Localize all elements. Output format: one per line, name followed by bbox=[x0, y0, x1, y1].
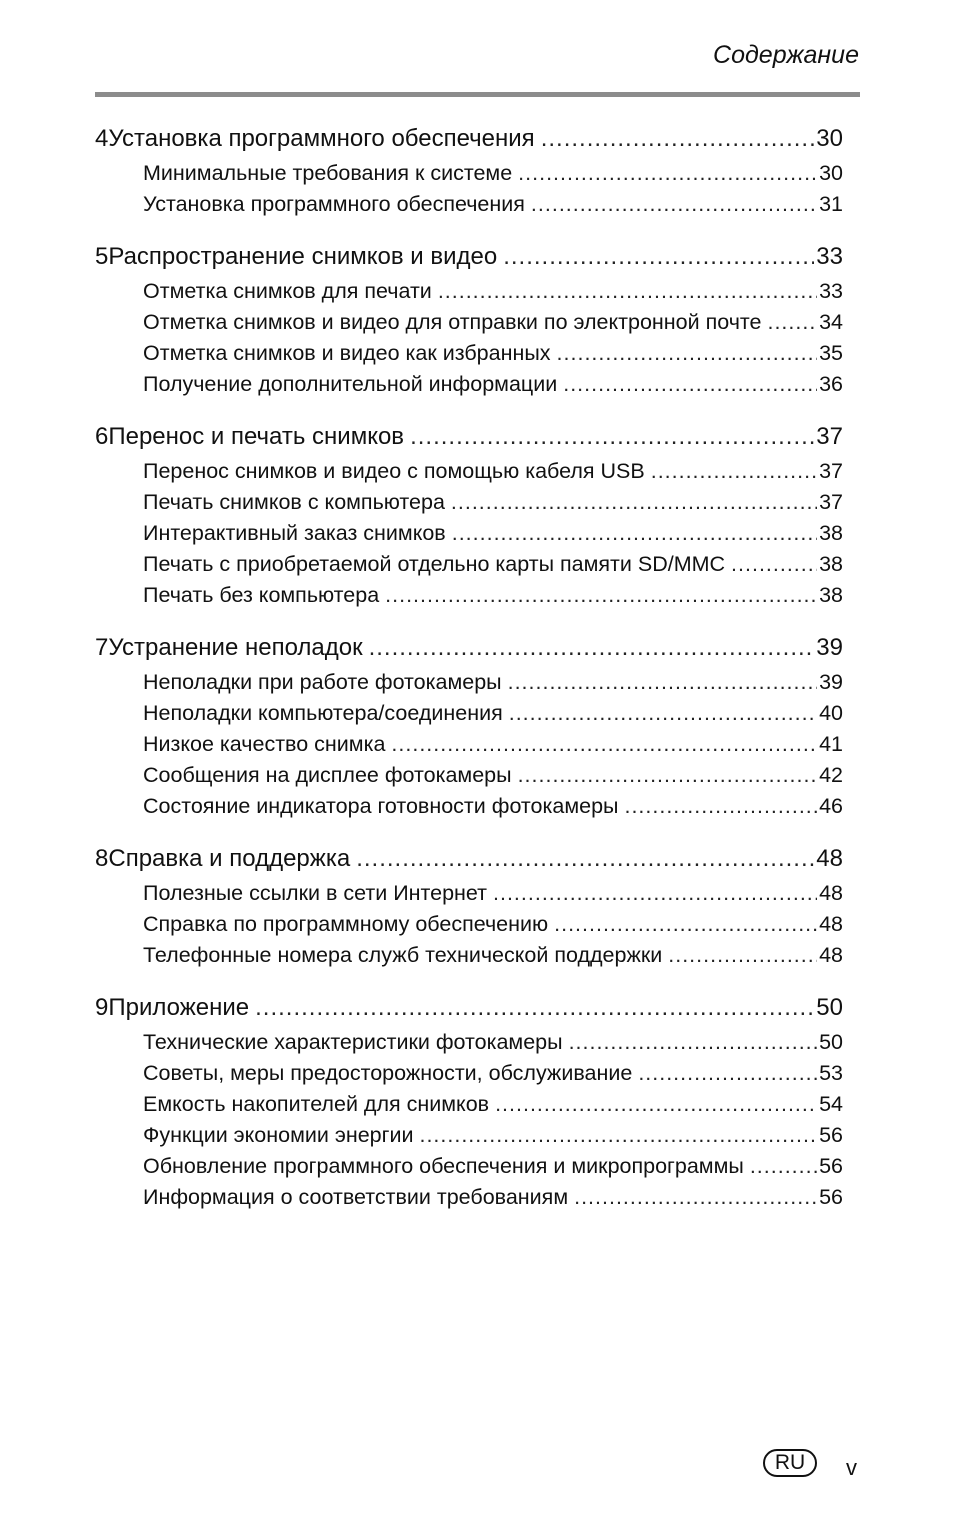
dot-leader bbox=[731, 552, 817, 577]
toc-page-number: 38 bbox=[819, 552, 843, 576]
toc-section-title: Емкость накопителей для снимков bbox=[143, 1092, 490, 1116]
toc-page-number: 48 bbox=[819, 943, 843, 967]
dot-leader bbox=[493, 881, 817, 906]
toc-page-number: 46 bbox=[819, 794, 843, 818]
toc-page-number: 56 bbox=[819, 1185, 843, 1209]
dot-leader bbox=[509, 701, 817, 726]
toc-section-entry[interactable] bbox=[95, 372, 843, 403]
dot-leader bbox=[638, 1061, 817, 1086]
page-number: v bbox=[846, 1455, 857, 1480]
toc-section-entry[interactable] bbox=[95, 1092, 843, 1123]
toc-section-title: Советы, меры предосторожности, обслуживание bbox=[143, 1061, 633, 1085]
toc-section-title: Обновление программного обеспечения и микропрограммы bbox=[143, 1154, 744, 1178]
toc-page-number: 56 bbox=[819, 1154, 843, 1178]
toc-section-title: Сообщения на дисплее фотокамеры bbox=[143, 763, 512, 787]
dot-leader bbox=[531, 192, 817, 217]
dot-leader bbox=[385, 583, 817, 608]
toc-section-title: Информация о соответствии требованиям bbox=[143, 1185, 569, 1209]
toc-section-entry[interactable] bbox=[95, 490, 843, 521]
toc-chapter-title: Приложение bbox=[108, 994, 250, 1021]
toc-page-number: 48 bbox=[816, 845, 843, 872]
toc-chapter-number: 6 bbox=[95, 423, 109, 450]
toc-page-number: 39 bbox=[819, 670, 843, 694]
toc-page-number: 30 bbox=[819, 161, 843, 185]
toc-chapter bbox=[95, 845, 843, 974]
toc-chapter-entry[interactable] bbox=[95, 125, 843, 161]
toc-page-number: 37 bbox=[819, 459, 843, 483]
toc-section-entry[interactable] bbox=[95, 552, 843, 583]
toc-page-number: 53 bbox=[819, 1061, 843, 1085]
toc-chapter-entry[interactable] bbox=[95, 243, 843, 279]
toc-page-number: 50 bbox=[819, 1030, 843, 1054]
toc-section-entry[interactable] bbox=[95, 912, 843, 943]
toc-page-number: 56 bbox=[819, 1123, 843, 1147]
dot-leader bbox=[554, 912, 817, 937]
dot-leader bbox=[574, 1185, 817, 1210]
dot-leader bbox=[651, 459, 817, 484]
toc-section-entry[interactable] bbox=[95, 1123, 843, 1154]
toc-section-title: Низкое качество снимка bbox=[143, 732, 386, 756]
toc-section-title: Печать снимков с компьютера bbox=[143, 490, 445, 514]
toc-section-title: Отметка снимков для печати bbox=[143, 279, 432, 303]
toc-page-number: 38 bbox=[819, 583, 843, 607]
toc-chapter-entry[interactable] bbox=[95, 845, 843, 881]
page-header-title: Содержание bbox=[713, 41, 859, 69]
toc-page-number: 41 bbox=[819, 732, 843, 756]
toc-chapter-entry[interactable] bbox=[95, 423, 843, 459]
toc-section-entry[interactable] bbox=[95, 583, 843, 614]
toc-page-number: 48 bbox=[819, 881, 843, 905]
dot-leader bbox=[495, 1092, 817, 1117]
toc-chapter-entry[interactable] bbox=[95, 994, 843, 1030]
toc-page-number: 40 bbox=[819, 701, 843, 725]
dot-leader bbox=[438, 279, 817, 304]
dot-leader bbox=[569, 1030, 817, 1055]
toc-section-title: Состояние индикатора готовности фотокамеры bbox=[143, 794, 619, 818]
dot-leader bbox=[451, 490, 817, 515]
toc-chapter-title: Справка и поддержка bbox=[108, 845, 351, 872]
toc-page-number: 34 bbox=[819, 310, 843, 334]
dot-leader bbox=[750, 1154, 817, 1179]
toc-section-title: Перенос снимков и видео с помощью кабеля USB bbox=[143, 459, 645, 483]
dot-leader bbox=[369, 634, 815, 662]
toc-page-number: 33 bbox=[819, 279, 843, 303]
toc-chapter-title: Перенос и печать снимков bbox=[108, 423, 405, 450]
toc-chapter bbox=[95, 243, 843, 403]
dot-leader bbox=[541, 125, 815, 153]
toc-chapter-title: Распространение снимков и видео bbox=[108, 243, 498, 270]
dot-leader bbox=[419, 1123, 817, 1148]
dot-leader bbox=[452, 521, 817, 546]
toc-section-title: Неполадки компьютера/соединения bbox=[143, 701, 503, 725]
toc-section-entry[interactable] bbox=[95, 794, 843, 825]
toc-section-entry[interactable] bbox=[95, 1030, 843, 1061]
toc-page-number: 50 bbox=[816, 994, 843, 1021]
toc-section-title: Полезные ссылки в сети Интернет bbox=[143, 881, 487, 905]
toc-page-number: 33 bbox=[816, 243, 843, 270]
dot-leader bbox=[391, 732, 817, 757]
toc-section-entry[interactable] bbox=[95, 459, 843, 490]
toc-section-title: Отметка снимков и видео как избранных bbox=[143, 341, 551, 365]
toc-chapter-number: 9 bbox=[95, 994, 109, 1021]
toc-section-entry[interactable] bbox=[95, 310, 843, 341]
dot-leader bbox=[668, 943, 817, 968]
toc-section-title: Технические характеристики фотокамеры bbox=[143, 1030, 563, 1054]
toc-section-entry[interactable] bbox=[95, 521, 843, 552]
dot-leader bbox=[767, 310, 817, 335]
dot-leader bbox=[518, 161, 817, 186]
toc-section-entry[interactable] bbox=[95, 1061, 843, 1092]
toc-chapter bbox=[95, 423, 843, 614]
dot-leader bbox=[518, 763, 817, 788]
toc-section-entry[interactable] bbox=[95, 1154, 843, 1185]
toc-section-entry[interactable] bbox=[95, 341, 843, 372]
toc-section-title: Телефонные номера служб технической поддержки bbox=[143, 943, 663, 967]
toc-page-number: 37 bbox=[816, 423, 843, 450]
toc-chapter-entry[interactable] bbox=[95, 634, 843, 670]
dot-leader bbox=[255, 994, 814, 1022]
toc-section-title: Установка программного обеспечения bbox=[143, 192, 525, 216]
toc-chapter-number: 5 bbox=[95, 243, 109, 270]
dot-leader bbox=[563, 372, 817, 397]
toc-page-number: 31 bbox=[819, 192, 843, 216]
toc-section-entry[interactable] bbox=[95, 279, 843, 310]
toc-chapter-number: 4 bbox=[95, 125, 109, 152]
toc-chapter-number: 8 bbox=[95, 845, 109, 872]
toc-page-number: 30 bbox=[816, 125, 843, 152]
toc-page-number: 35 bbox=[819, 341, 843, 365]
toc-section-entry[interactable] bbox=[95, 1185, 843, 1216]
toc-chapter bbox=[95, 994, 843, 1216]
toc-section-title: Минимальные требования к системе bbox=[143, 161, 513, 185]
dot-leader bbox=[557, 341, 817, 366]
toc-section-title: Получение дополнительной информации bbox=[143, 372, 558, 396]
dot-leader bbox=[503, 243, 814, 271]
header-divider bbox=[95, 92, 860, 97]
toc-page-number: 39 bbox=[816, 634, 843, 661]
toc-page-number: 38 bbox=[819, 521, 843, 545]
table-of-contents bbox=[95, 125, 843, 1236]
dot-leader bbox=[410, 423, 814, 451]
dot-leader bbox=[508, 670, 817, 695]
toc-section-title: Печать с приобретаемой отдельно карты памяти SD/MMC bbox=[143, 552, 726, 576]
dot-leader bbox=[356, 845, 814, 873]
toc-chapter bbox=[95, 634, 843, 825]
toc-section-title: Справка по программному обеспечению bbox=[143, 912, 549, 936]
dot-leader bbox=[624, 794, 817, 819]
language-badge: RU bbox=[763, 1449, 817, 1477]
toc-section-title: Функции экономии энергии bbox=[143, 1123, 414, 1147]
toc-page-number: 36 bbox=[819, 372, 843, 396]
toc-section-entry[interactable] bbox=[95, 943, 843, 974]
toc-chapter-number: 7 bbox=[95, 634, 109, 661]
toc-section-entry[interactable] bbox=[95, 763, 843, 794]
toc-page-number: 42 bbox=[819, 763, 843, 787]
toc-chapter-title: Установка программного обеспечения bbox=[108, 125, 535, 152]
toc-section-entry[interactable] bbox=[95, 670, 843, 701]
toc-chapter-title: Устранение неполадок bbox=[108, 634, 363, 661]
toc-section-entry[interactable] bbox=[95, 192, 843, 223]
toc-page-number: 54 bbox=[819, 1092, 843, 1116]
toc-page-number: 48 bbox=[819, 912, 843, 936]
toc-section-entry[interactable] bbox=[95, 732, 843, 763]
toc-page-number: 37 bbox=[819, 490, 843, 514]
toc-section-title: Печать без компьютера bbox=[143, 583, 380, 607]
toc-section-title: Неполадки при работе фотокамеры bbox=[143, 670, 502, 694]
toc-section-title: Отметка снимков и видео для отправки по электронной почте bbox=[143, 310, 762, 334]
toc-section-entry[interactable] bbox=[95, 881, 843, 912]
toc-section-entry[interactable] bbox=[95, 161, 843, 192]
toc-chapter bbox=[95, 125, 843, 223]
toc-section-title: Интерактивный заказ снимков bbox=[143, 521, 446, 545]
toc-section-entry[interactable] bbox=[95, 701, 843, 732]
